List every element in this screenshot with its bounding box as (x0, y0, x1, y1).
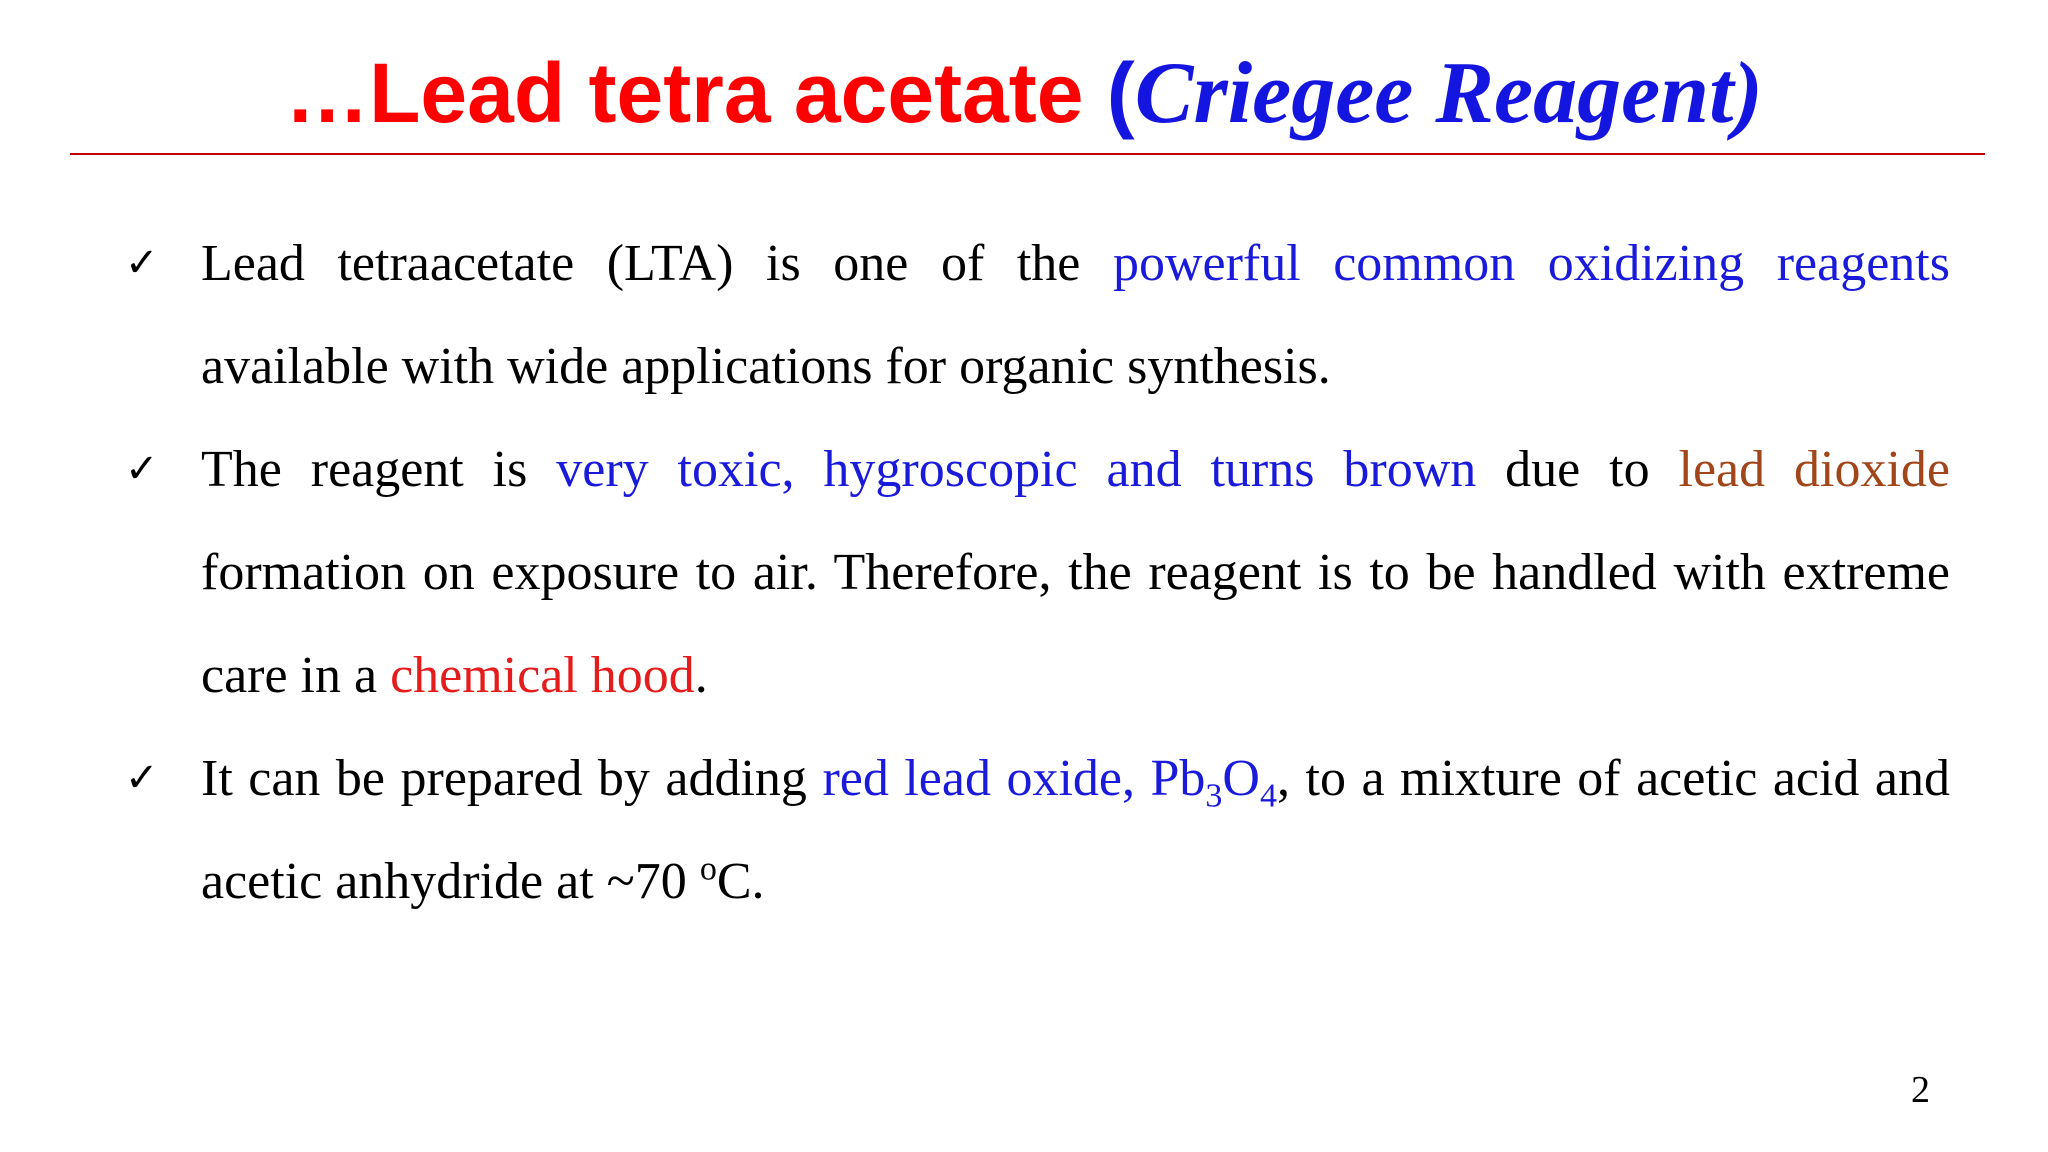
checkmark-icon: ✓ (125, 755, 159, 801)
checkmark-icon: ✓ (125, 446, 159, 492)
title-main: …Lead tetra acetate (285, 46, 1107, 140)
bullet-text: C. (716, 853, 765, 910)
title-italic: Criegee Reagent) (1134, 45, 1763, 142)
highlight-blue-formula (822, 750, 1277, 815)
highlight-blue: very toxic, hygroscopic and turns brown (556, 441, 1477, 498)
bullet-text: available with wide applications for organic synthesis. (201, 338, 1331, 395)
formula-subscript: 3 (1205, 777, 1223, 815)
bullet-list (125, 212, 1950, 933)
slide-title (0, 46, 2048, 143)
bullet-text: The reagent is (201, 441, 557, 498)
bullet-text: Lead tetraacetate (LTA) is one of the (201, 235, 1113, 292)
page-number: 2 (1911, 1069, 1930, 1111)
title-paren-open: ( (1106, 46, 1135, 140)
formula-text: red lead oxide, Pb (822, 750, 1206, 807)
degree-superscript: o (699, 850, 717, 888)
bullet-text: It can be prepared by adding (201, 750, 823, 807)
bullet-item-toxicity (125, 418, 1950, 727)
formula-text: O (1222, 750, 1260, 807)
bullet-item-lta-intro (125, 212, 1950, 418)
bullet-text: , to a mixture of acetic acid and acetic anhydride at ~70 (201, 750, 1951, 910)
highlight-red: chemical hood (390, 647, 695, 704)
highlight-brown: lead dioxide (1678, 441, 1951, 498)
formula-subscript: 4 (1259, 777, 1277, 815)
bullet-text: due to (1476, 441, 1679, 498)
bullet-text: . (694, 647, 708, 704)
bullet-item-preparation (125, 727, 1950, 933)
title-underline (70, 153, 1985, 155)
highlight-blue: powerful common oxidizing reagents (1112, 235, 1950, 292)
bullet-text: formation on exposure to air. Therefore, the reagent is to be handled with extreme care in a (201, 544, 1950, 704)
checkmark-icon: ✓ (125, 240, 159, 286)
